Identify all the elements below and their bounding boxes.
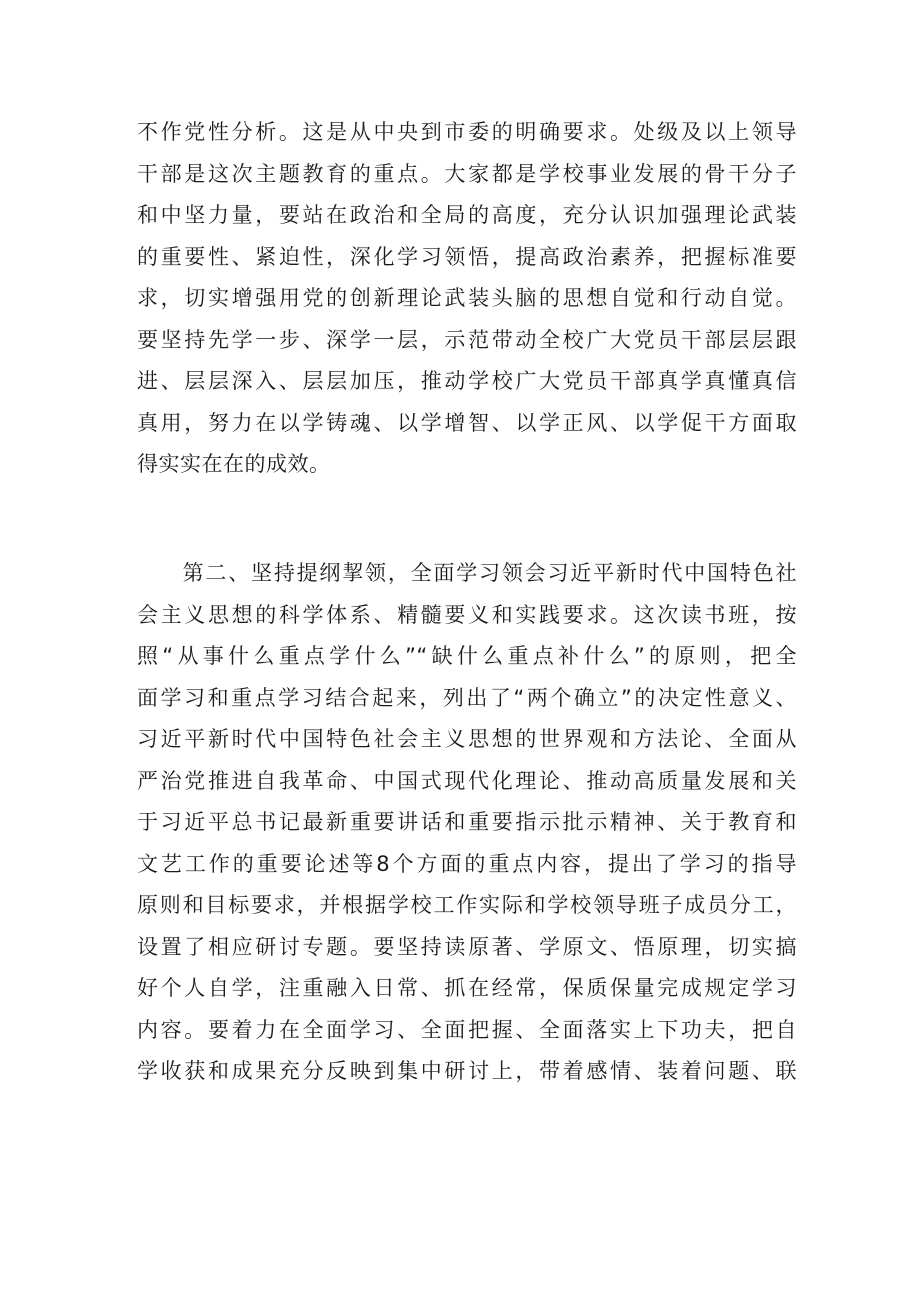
text-line: 内容。要着力在全面学习、全面把握、全面落实上下功夫，把自 — [137, 1017, 797, 1042]
text-line: 照“从事什么重点学什么”“缺什么重点补什么”的原则，把全 — [137, 644, 797, 668]
text-line: 设置了相应研讨专题。要坚持读原著、学原文、悟原理，切实搞 — [137, 934, 797, 959]
text-line: 不作党性分析。这是从中央到市委的明确要求。处级及以上领导 — [137, 120, 797, 144]
text-line: 学收获和成果充分反映到集中研讨上，带着感情、装着问题、联 — [137, 1059, 797, 1083]
text-line: 文艺工作的重要论述等8个方面的重点内容，提出了学习的指导 — [137, 851, 797, 876]
text-line: 严治党推进自我革命、中国式现代化理论、推动高质量发展和关 — [137, 768, 797, 793]
text-line: 原则和目标要求，并根据学校工作实际和学校领导班子成员分工， — [137, 893, 797, 917]
text-line: 习近平新时代中国特色社会主义思想的世界观和方法论、全面从 — [137, 727, 797, 751]
text-line: 和中坚力量，要站在政治和全局的高度，充分认识加强理论武装 — [137, 203, 797, 227]
paragraph-requirements — [137, 112, 797, 486]
text-line: 求，切实增强用党的创新理论武装头脑的思想自觉和行动自觉。 — [137, 286, 797, 310]
text-line: 要坚持先学一步、深学一层，示范带动全校广大党员干部层层跟 — [137, 327, 797, 352]
text-line: 真用，努力在以学铸魂、以学增智、以学正风、以学促干方面取 — [137, 410, 797, 435]
text-line: 进、层层深入、层层加压，推动学校广大党员干部真学真懂真信 — [137, 369, 797, 393]
text-line: 得实实在在的成效。 — [137, 452, 331, 476]
text-line: 面学习和重点学习结合起来，列出了“两个确立”的决定性意义、 — [137, 685, 797, 710]
text-line: 好个人自学，注重融入日常、抓在经常，保质保量完成规定学习 — [137, 976, 797, 1000]
text-line: 会主义思想的科学体系、精髓要义和实践要求。这次读书班，按 — [137, 602, 797, 627]
text-line: 于习近平总书记最新重要讲话和重要指示批示精神、关于教育和 — [137, 810, 797, 834]
text-line: 第二、坚持提纲挈领，全面学习领会习近平新时代中国特色社 — [137, 561, 797, 585]
paragraph-second-point — [137, 553, 797, 1093]
text-line: 干部是这次主题教育的重点。大家都是学校事业发展的骨干分子 — [137, 161, 797, 186]
text-line: 的重要性、紧迫性，深化学习领悟，提高政治素养，把握标准要 — [137, 244, 797, 269]
